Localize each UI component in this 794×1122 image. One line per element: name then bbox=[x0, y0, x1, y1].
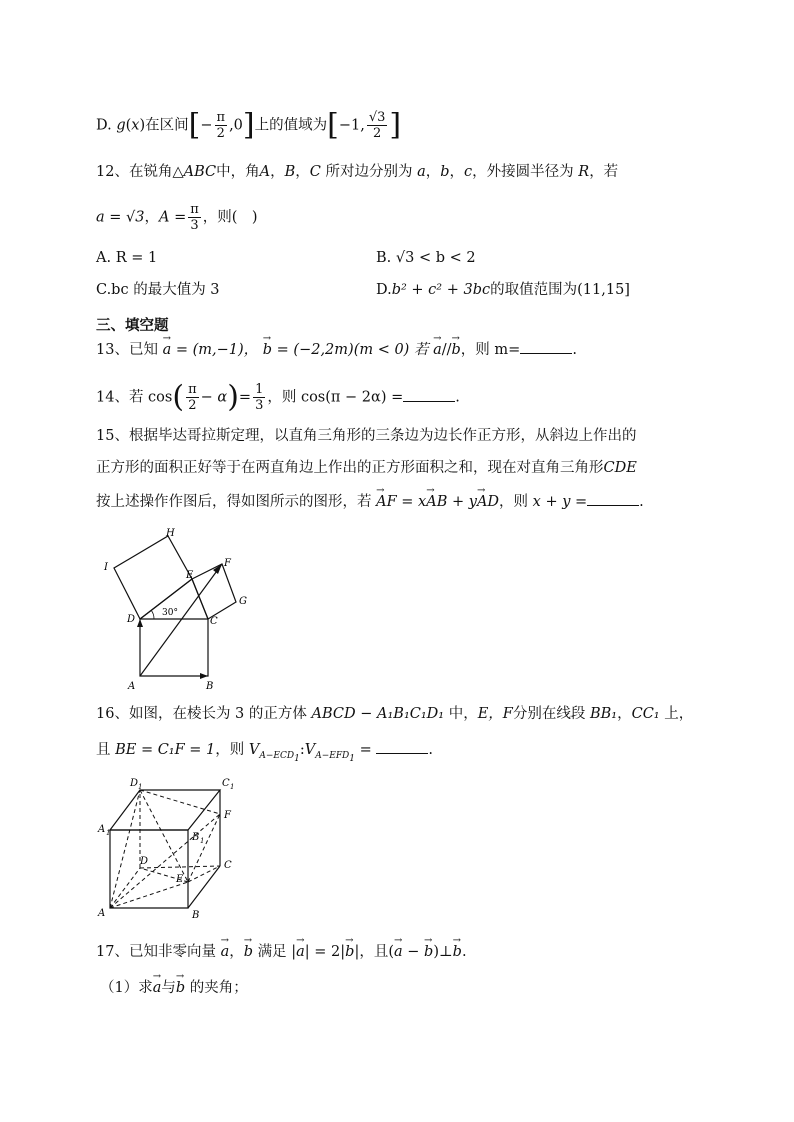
text: 在区间 bbox=[145, 117, 189, 134]
q12-option-c bbox=[96, 280, 220, 300]
seg-d1f bbox=[140, 790, 220, 814]
text: 正方形的面积正好等于在两直角边上作出的正方形面积之和，现在对直角三角形 bbox=[96, 460, 604, 476]
text: （1）求 bbox=[100, 980, 153, 996]
label-c: C bbox=[210, 616, 218, 627]
text: 与 bbox=[161, 980, 176, 996]
question-number: 15、 bbox=[96, 428, 129, 444]
q15-line1 bbox=[96, 426, 636, 446]
cube-figure bbox=[96, 772, 246, 922]
text: ，若 bbox=[589, 164, 619, 180]
label-d: D bbox=[140, 856, 149, 867]
period: . bbox=[428, 742, 433, 758]
text: 上的值域为 bbox=[254, 117, 328, 134]
q14-line bbox=[96, 379, 460, 415]
text: ，则 bbox=[499, 494, 529, 510]
label-subscript: 1 bbox=[200, 837, 205, 845]
period: . bbox=[572, 342, 577, 358]
text: −1, bbox=[338, 117, 365, 134]
condition-a: a = √3 bbox=[96, 209, 145, 226]
equals: = bbox=[238, 389, 252, 406]
period: . bbox=[455, 389, 460, 406]
label-angle: 30° bbox=[162, 608, 178, 618]
q12-option-b bbox=[376, 248, 476, 268]
condition-A: A = bbox=[158, 209, 187, 226]
bracket-right: ] bbox=[389, 107, 402, 143]
paren-left: ( bbox=[172, 379, 185, 415]
seg-ae bbox=[110, 882, 188, 908]
section-title: 三、填空题 bbox=[96, 318, 169, 334]
text: ，则 m= bbox=[460, 342, 521, 358]
text: 中，角 bbox=[216, 164, 260, 180]
arrow-f bbox=[213, 564, 222, 574]
text: 已知 bbox=[128, 342, 158, 358]
option-label: D. bbox=[376, 282, 392, 298]
answer-blank[interactable] bbox=[403, 389, 455, 402]
q12-line1: 12、在锐角△ABC中，角A，B，C 所对边分别为 a，b，c，外接圆半径为 R，若 bbox=[96, 164, 619, 180]
fraction-sqrt3-2: $\frac{√3}{2}$ bbox=[368, 110, 386, 141]
pythagoras-figure bbox=[96, 526, 266, 696]
question-number: 13、 bbox=[96, 342, 129, 358]
label-a: A bbox=[98, 908, 106, 919]
label-d: D bbox=[127, 614, 136, 625]
option-text: C.bc 的最大值为 3 bbox=[96, 282, 220, 298]
bracket-left: [ bbox=[327, 107, 339, 143]
equals: = bbox=[359, 742, 372, 758]
label-f: F bbox=[224, 558, 231, 569]
ratio-colon: : bbox=[299, 742, 305, 758]
vector-b-value: = (−2,2m)(m < 0) 若 bbox=[276, 342, 429, 358]
option-text: B. √3 < b < 2 bbox=[376, 250, 476, 266]
label-c: C bbox=[224, 860, 232, 871]
q17-sub1: （1）求→ a与→ b 的夹角； bbox=[100, 978, 248, 998]
label-b1: B bbox=[192, 832, 200, 843]
text: 已知非零向量 bbox=[128, 944, 216, 960]
text: 中， bbox=[448, 706, 478, 722]
q15-line2 bbox=[96, 458, 637, 478]
func-g: g bbox=[116, 117, 126, 134]
angle-arc bbox=[151, 610, 154, 619]
label-subscript: 1 bbox=[138, 783, 143, 791]
front-face bbox=[110, 830, 188, 908]
seg-ad1 bbox=[110, 790, 140, 908]
expression: b² + c² + 3bc bbox=[391, 282, 491, 298]
fraction-1-3: $\frac{1}{3}$ bbox=[255, 382, 264, 413]
fraction-pi-3: $\frac{\pi}{3}$ bbox=[190, 202, 199, 233]
segment-bb1: BB₁ bbox=[589, 706, 618, 722]
text: 上， bbox=[664, 706, 694, 722]
q13-line: 13、已知 → a = (m,−1)， → b = (−2,2m)(m < 0) 若 → a//→ b，则 m= . bbox=[96, 340, 577, 360]
bracket-right: ] bbox=[242, 107, 255, 143]
seg-ec bbox=[188, 866, 220, 882]
bracket-left: [ bbox=[188, 107, 201, 143]
label-subscript: 1 bbox=[106, 829, 111, 837]
option-label: D. bbox=[96, 117, 112, 134]
label-a1: A bbox=[98, 824, 106, 835]
answer-blank[interactable] bbox=[587, 493, 639, 506]
q15-line3: 按上述操作作图后，得如图所示的图形，若 → AF = x→ AB + y→ AD，则 x + y = . bbox=[96, 492, 644, 512]
text: 在锐角△ bbox=[128, 164, 184, 180]
text: − α bbox=[200, 389, 228, 406]
arrow-b bbox=[200, 673, 208, 679]
text: 分别在线段 bbox=[512, 706, 586, 722]
question-number: 14、 bbox=[96, 389, 129, 406]
text: ，则( ) bbox=[202, 209, 258, 226]
label-a: A bbox=[128, 681, 136, 692]
paren-right: ) bbox=[227, 379, 239, 415]
text: 如图，在棱长为 3 的正方体 bbox=[128, 706, 307, 722]
option-text: A. R = 1 bbox=[96, 250, 158, 266]
label-c1: C bbox=[222, 778, 230, 789]
text: 的夹角； bbox=[189, 980, 248, 996]
text: 根据毕达哥拉斯定理，以直角三角形的三条边为边长作正方形，从斜边上作出的 bbox=[128, 428, 637, 444]
label-d1: D bbox=[130, 778, 139, 789]
label-i: I bbox=[104, 562, 108, 573]
text: 所对边分别为 bbox=[325, 164, 413, 180]
answer-blank[interactable] bbox=[376, 741, 428, 754]
q12-option-d bbox=[376, 280, 630, 300]
seg-af bbox=[110, 814, 220, 908]
text: ，则 cos(π − 2α) = bbox=[267, 389, 404, 406]
label-b: B bbox=[192, 910, 200, 921]
option-d-line: D. g(x)在区间[− $\frac{\pi}{2}$ ,0]上的值域为[−1, $\frac{√3}{2}$ ] bbox=[96, 107, 402, 143]
label-e: E bbox=[176, 874, 184, 885]
question-number: 17、 bbox=[96, 944, 129, 960]
expression: x + y = bbox=[532, 494, 588, 510]
edge-ad bbox=[110, 868, 140, 908]
square-ecgf bbox=[192, 564, 236, 619]
q17-line1: 17、已知非零向量 → a，→ b 满足 |→ a| = 2|→ b|，且(→ a − → b)⊥→ b. bbox=[96, 942, 467, 962]
label-f: F bbox=[224, 810, 231, 821]
triangle-name: ABC bbox=[183, 164, 217, 180]
range: (11,15] bbox=[577, 282, 630, 298]
triangle-name: CDE bbox=[603, 460, 637, 476]
cube-name: ABCD − A₁B₁C₁D₁ bbox=[311, 706, 445, 722]
parallel-symbol: // bbox=[441, 342, 452, 358]
text: 按上述操作作图后，得如图所示的图形，若 bbox=[96, 494, 372, 510]
answer-blank[interactable] bbox=[520, 341, 572, 354]
equals: = bbox=[401, 494, 414, 510]
square-deh-i bbox=[114, 536, 192, 619]
question-number: 16、 bbox=[96, 706, 129, 722]
label-g: G bbox=[239, 596, 247, 607]
perp-symbol: ⊥ bbox=[439, 944, 453, 960]
arrow-d bbox=[137, 619, 143, 627]
fraction-pi-2: $\frac{\pi}{2}$ bbox=[188, 382, 197, 413]
text: 且 bbox=[96, 742, 111, 758]
condition: BE = C₁F = 1 bbox=[115, 742, 216, 758]
q16-line2: 且 BE = C₁F = 1，则 $V_{A-ECD_1}:V_{A-EFD_1}$ = . bbox=[96, 742, 433, 764]
text: ，且 bbox=[359, 944, 389, 960]
text: ，则 bbox=[215, 742, 245, 758]
fraction-pi-2: $\frac{\pi}{2}$ bbox=[216, 110, 226, 141]
question-number: 12、 bbox=[96, 164, 129, 180]
text: 的取值范围为 bbox=[490, 282, 578, 298]
points-ef: E，F bbox=[477, 706, 513, 722]
plus: + bbox=[451, 494, 465, 510]
label-subscript: 1 bbox=[230, 783, 235, 791]
period: . bbox=[461, 944, 467, 960]
square-abcd bbox=[140, 619, 208, 676]
q12-option-a bbox=[96, 248, 157, 268]
label-h: H bbox=[166, 528, 175, 539]
condition: = 2 bbox=[314, 944, 341, 960]
text: 满足 bbox=[257, 944, 287, 960]
text: ，外接圆半径为 bbox=[472, 164, 574, 180]
vector-a-value: = (m,−1)， bbox=[175, 342, 259, 358]
q16-line1: 16、如图，在棱长为 3 的正方体 ABCD − A₁B₁C₁D₁ 中，E，F分别在线段 BB₁，CC₁ 上， bbox=[96, 706, 694, 722]
label-b: B bbox=[206, 681, 214, 692]
text: 若 cos bbox=[128, 389, 173, 406]
segment-cc1: CC₁ bbox=[631, 706, 660, 722]
top-face bbox=[110, 790, 220, 830]
angles: A bbox=[259, 164, 271, 180]
var-x: x bbox=[131, 117, 140, 134]
q12-line2: a = √3，A = $\frac{\pi}{3}$ ，则( ) bbox=[96, 202, 258, 233]
label-e: E bbox=[186, 570, 194, 581]
text: ,0 bbox=[229, 117, 243, 134]
period: . bbox=[639, 494, 644, 510]
